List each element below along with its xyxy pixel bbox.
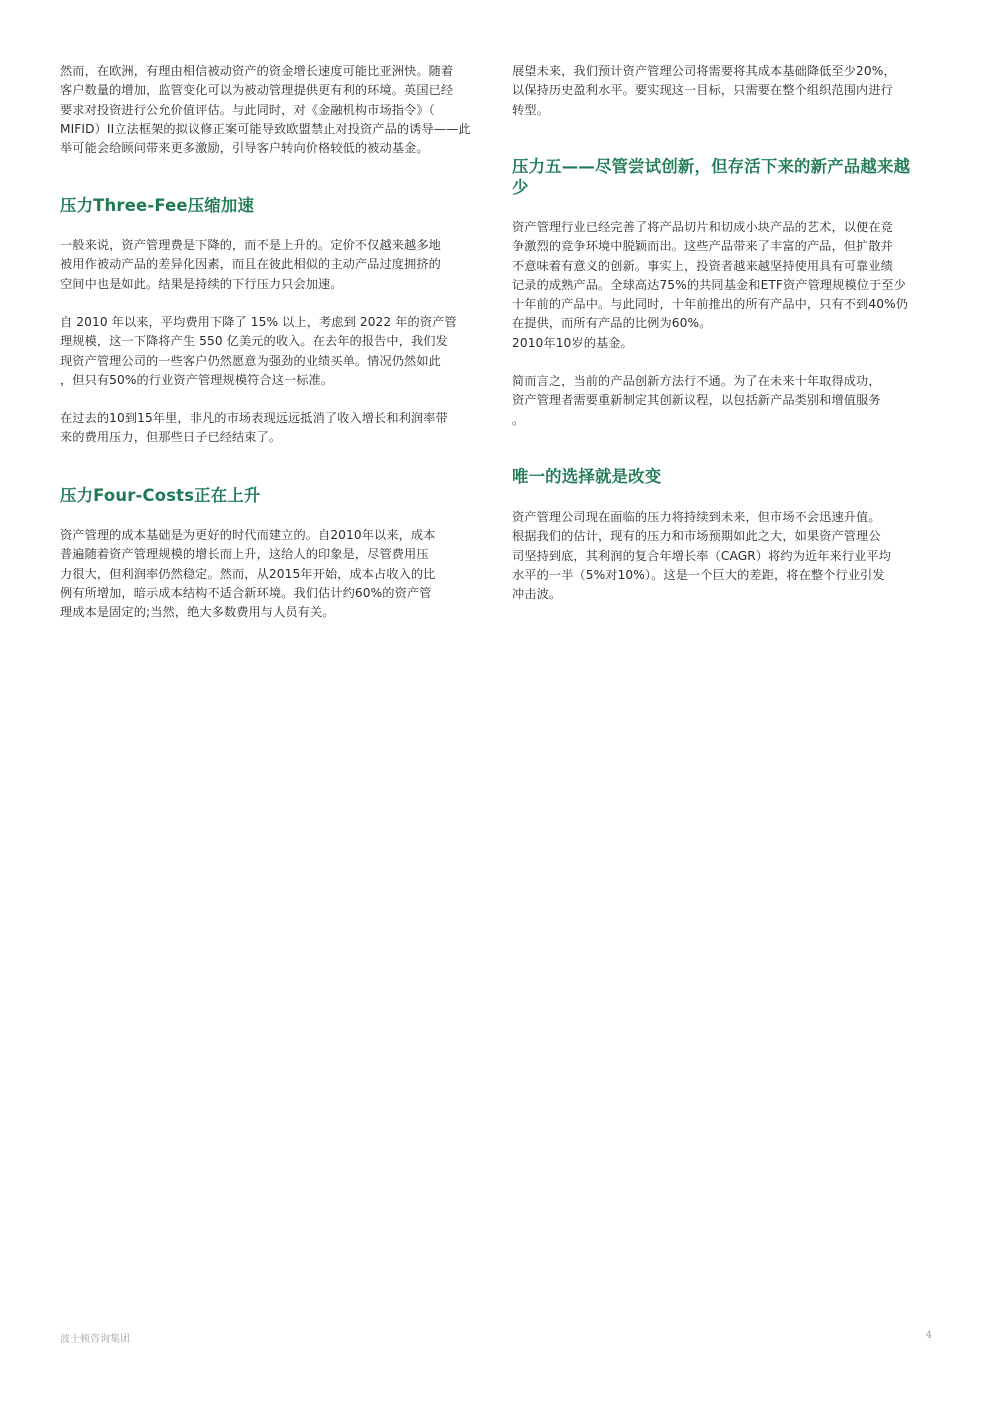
paragraph-fee-drop-since-2010: 自 2010 年以来，平均费用下降了 15% 以上，考虑到 2022 年的资产管 理规模，这一下降将产生 550 亿美元的收入。在去年的报告中，我们发 现资产管理公司的一些客户仍然愿意为强劲的业绩买单。情况仍然如此 ，但只有50%的行业资产管理规模符合这一标准。 [60, 315, 457, 387]
footer-publisher: 波士顿咨询集团 [60, 1334, 130, 1345]
paragraph-innovation-approach: 简而言之，当前的产品创新方法行不通。为了在未来十年取得成功， 资产管理者需要重新制定其创新议程，以包括新产品类别和增值服务 。 [512, 374, 881, 427]
heading-costs-rising: 压力Four-Costs正在上升 [60, 486, 261, 505]
paragraph-fees-declining: 一般来说，资产管理费是下降的，而不是上升的。定价不仅越来越多地 被用作被动产品的差异化因素，而且在彼此相似的主动产品过度拥挤的 空间中也是如此。结果是持续的下行压力只会加速。 [60, 238, 441, 291]
heading-only-choice-change: 唯一的选择就是改变 [512, 467, 662, 486]
paragraph-cost-reduction-outlook: 展望未来，我们预计资产管理公司将需要将其成本基础降低至少20%， 以保持历史盈利水平。要实现这一目标，只需要在整个组织范围内进行 转型。 [512, 64, 896, 117]
heading-fee-compression: 压力Three-Fee压缩加速 [60, 196, 255, 215]
heading-innovation-pressure: 压力五——尽管尝试创新，但存活下来的新产品越来越 少 [512, 157, 911, 197]
paragraph-market-performance: 在过去的10到15年里，非凡的市场表现远远抵消了收入增长和利润率带 来的费用压力，但那些日子已经结束了。 [60, 411, 448, 445]
paragraph-cost-base: 资产管理的成本基础是为更好的时代而建立的。自2010年以来，成本 普遍随着资产管理规模的增长而上升，这给人的印象是，尽管费用压 力很大，但利润率仍然稳定。然而，从2015年开始，成本占收入的比 例有所增加，暗示成本结构不适合新环境。我们估计约60%的资产管 理成本是固定的;当然，绝大多数费用与人员有关。 [60, 528, 436, 620]
paragraph-future-pressure: 资产管理公司现在面临的压力将持续到未来，但市场不会迅速升值。 根据我们的估计，现有的压力和市场预期如此之大，如果资产管理公 司坚持到底，其利润的复合年增长率（CAGR）将约为近年来行业平均 水平的一半（5%对10%）。这是一个巨大的差距，将在整个行业引发 冲击波。 [512, 510, 891, 602]
paragraph-europe-passive: 然而，在欧洲，有理由相信被动资产的资金增长速度可能比亚洲快。随着 客户数量的增加，监管变化可以为被动管理提供更有利的环境。英国已经 要求对投资进行公允价值评估。与此同时，对《金融机构市场指令》（ MIFID）II立法框架的拟议修正案可能导致欧盟禁止对投资产品的诱导——此 举可能会给顾问带来更多激励，引导客户转向价格较低的被动基金。 [60, 64, 471, 156]
paragraph-product-proliferation: 资产管理行业已经完善了将产品切片和切成小块产品的艺术，以便在竞 争激烈的竞争环境中脱颖而出。这些产品带来了丰富的产品，但扩散并 不意味着有意义的创新。事实上，投资者越来越坚持使用具有可靠业绩 记录的成熟产品。全球高达75%的共同基金和ETF资产管理规模位于至少 十年前的产品中。与此同时，十年前推出的所有产品中，只有不到40%仍 在提供，而所有产品的比例为60%。 2010年10岁的基金。 [512, 220, 909, 350]
page-number: 4 [925, 1330, 932, 1341]
